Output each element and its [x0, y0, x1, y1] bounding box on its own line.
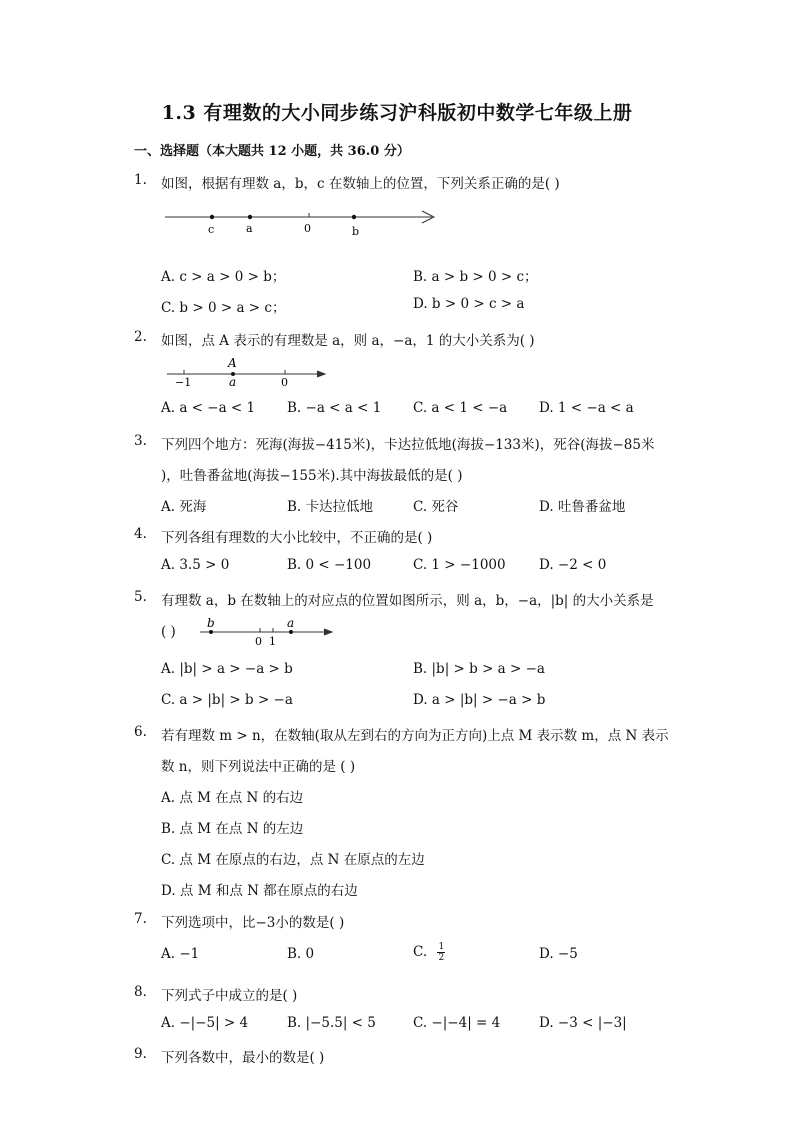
- option-b[interactable]: B. |b| > b > a > −a: [413, 661, 545, 677]
- label-zero: 0: [281, 376, 288, 389]
- option-b[interactable]: B. 0 < −100: [287, 557, 372, 573]
- option-b[interactable]: B. a > b > 0 > c；: [413, 269, 538, 285]
- question-text: 下列式子中成立的是( ): [161, 988, 298, 1004]
- label-b: b: [207, 616, 215, 630]
- question-text-continued: ( ): [161, 624, 176, 640]
- option-c[interactable]: C. a > |b| > b > −a: [161, 692, 293, 708]
- question-number: 6.: [134, 724, 147, 740]
- label-one: 1: [269, 635, 276, 648]
- question-text-continued: 数 n，则下列说法中正确的是 ( ): [161, 759, 356, 775]
- arrow-head: [324, 629, 332, 635]
- number-line-figure: [165, 355, 335, 389]
- option-a[interactable]: A. −1: [161, 946, 200, 962]
- point-c: [210, 215, 214, 219]
- label-b: b: [352, 225, 360, 238]
- label-zero: 0: [255, 635, 262, 648]
- label-a: a: [287, 616, 295, 630]
- label-a: a: [246, 222, 253, 235]
- question-text-continued: )，吐鲁番盆地(海拔−155米).其中海拔最低的是( ): [161, 468, 463, 484]
- option-a[interactable]: A. 死海: [161, 499, 207, 515]
- question-number: 1.: [134, 172, 147, 188]
- section-heading: 一、选择题（本大题共 12 小题，共 36.0 分）: [134, 144, 410, 159]
- question-text: 下列各数中，最小的数是( ): [161, 1050, 325, 1066]
- option-c[interactable]: C. 死谷: [413, 499, 459, 515]
- option-d[interactable]: D. −3 < |−3|: [539, 1015, 627, 1031]
- question-number: 3.: [134, 433, 147, 449]
- question-text: 下列四个地方：死海(海拔−415米)，卡达拉低地(海拔−133米)，死谷(海拔−85米: [161, 437, 655, 453]
- question-text: 下列选项中，比−3小的数是( ): [161, 915, 345, 931]
- option-b[interactable]: B. −a < a < 1: [287, 400, 382, 416]
- option-a[interactable]: A. a < −a < 1: [161, 400, 256, 416]
- option-d[interactable]: D. −2 < 0: [539, 557, 607, 573]
- label-A: A: [228, 356, 237, 370]
- option-c[interactable]: C. 点 M 在原点的右边，点 N 在原点的左边: [161, 852, 425, 868]
- fraction-numerator: 1: [438, 942, 445, 952]
- option-c[interactable]: C. a < 1 < −a: [413, 400, 508, 416]
- fraction-denominator: 2: [438, 953, 445, 963]
- option-b[interactable]: B. 点 M 在点 N 的左边: [161, 821, 304, 837]
- label-zero: 0: [304, 222, 311, 235]
- option-c-label: C.: [413, 944, 428, 960]
- question-text: 若有理数 m > n，在数轴(取从左到右的方向为正方向)上点 M 表示数 m，点 N 表示: [161, 728, 669, 744]
- question-text: 如图，根据有理数 a，b，c 在数轴上的位置，下列关系正确的是( ): [161, 176, 560, 192]
- option-a[interactable]: A. |b| > a > −a > b: [161, 661, 293, 677]
- option-d[interactable]: D. b > 0 > c > a: [413, 296, 525, 312]
- label-a: a: [229, 375, 237, 389]
- point-b: [352, 215, 356, 219]
- number-line-figure: [160, 205, 445, 243]
- question-text: 有理数 a，b 在数轴上的对应点的位置如图所示，则 a，b，−a，|b| 的大小关系是: [161, 593, 654, 609]
- option-b[interactable]: B. 0: [287, 946, 315, 962]
- option-c[interactable]: C. 1 > −1000: [413, 557, 506, 573]
- option-d[interactable]: D. −5: [539, 946, 578, 962]
- question-number: 7.: [134, 911, 147, 927]
- question-number: 8.: [134, 984, 147, 1000]
- question-number: 5.: [134, 589, 147, 605]
- arrow-head: [317, 371, 325, 377]
- option-a[interactable]: A. 点 M 在点 N 的右边: [161, 790, 304, 806]
- question-number: 9.: [134, 1046, 147, 1062]
- point-a: [248, 215, 252, 219]
- fraction: [437, 942, 445, 963]
- number-line-figure: [198, 616, 338, 648]
- option-d[interactable]: D. 吐鲁番盆地: [539, 499, 626, 515]
- question-number: 4.: [134, 526, 147, 542]
- label-minus-one: −1: [175, 376, 192, 389]
- option-b[interactable]: B. |−5.5| < 5: [287, 1015, 376, 1031]
- option-d[interactable]: D. 1 < −a < a: [539, 400, 634, 416]
- option-b[interactable]: B. 卡达拉低地: [287, 499, 374, 515]
- option-c[interactable]: [413, 942, 445, 963]
- option-c[interactable]: C. b > 0 > a > c；: [161, 300, 286, 316]
- option-c[interactable]: C. −|−4| = 4: [413, 1015, 501, 1031]
- question-number: 2.: [134, 329, 147, 345]
- option-d[interactable]: D. a > |b| > −a > b: [413, 692, 546, 708]
- label-c: c: [208, 223, 215, 236]
- option-a[interactable]: A. c > a > 0 > b；: [161, 269, 286, 285]
- page-title: 1.3 有理数的大小同步练习沪科版初中数学七年级上册: [161, 102, 633, 124]
- option-d[interactable]: D. 点 M 和点 N 都在原点的右边: [161, 883, 358, 899]
- option-a[interactable]: A. −|−5| > 4: [161, 1015, 249, 1031]
- point-a: [289, 630, 293, 634]
- question-text: 下列各组有理数的大小比较中，不正确的是( ): [161, 530, 433, 546]
- point-b: [209, 630, 213, 634]
- option-a[interactable]: A. 3.5 > 0: [161, 557, 230, 573]
- question-text: 如图，点 A 表示的有理数是 a，则 a，−a，1 的大小关系为( ): [161, 333, 535, 349]
